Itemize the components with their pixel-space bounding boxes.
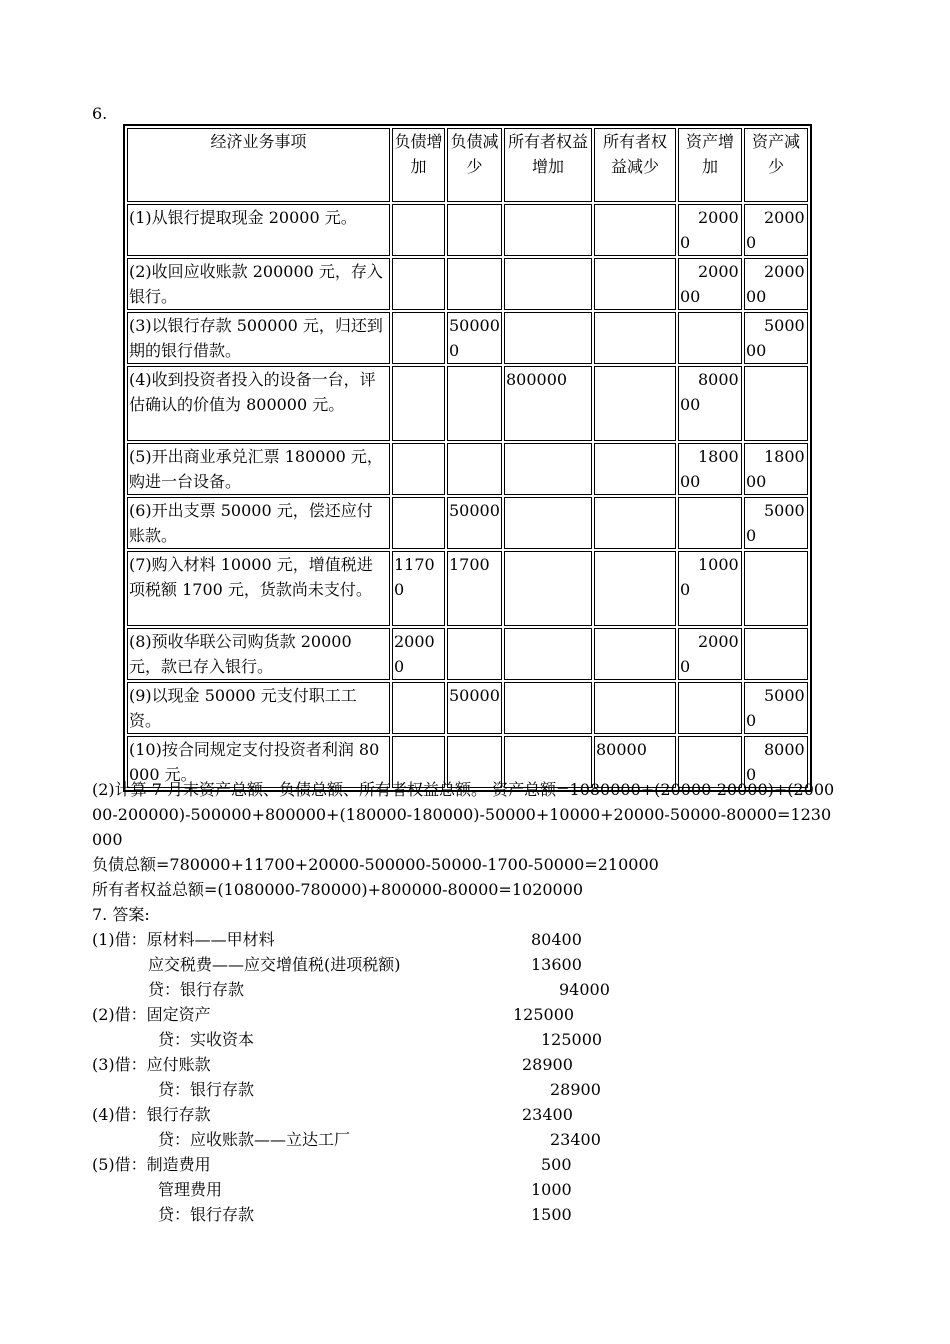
table-row bbox=[127, 366, 808, 441]
journal-entry-account: (5)借：制造费用 bbox=[92, 1155, 211, 1174]
equity-decrease-cell: 80000 bbox=[594, 736, 676, 788]
asset-decrease-cell: 80000 bbox=[744, 736, 808, 788]
liability-increase-cell: 20000 bbox=[392, 628, 445, 680]
journal-entry-account: 贷：银行存款 bbox=[148, 980, 245, 999]
journal-entry-account: (4)借：银行存款 bbox=[92, 1105, 211, 1124]
equity-increase-cell bbox=[504, 628, 592, 680]
asset-increase-cell bbox=[678, 682, 742, 734]
liability-decrease-cell bbox=[447, 204, 502, 256]
equity-decrease-cell bbox=[594, 682, 676, 734]
table-row bbox=[127, 628, 808, 680]
table-row bbox=[127, 682, 808, 734]
asset-decrease-cell: 500000 bbox=[744, 312, 808, 364]
journal-entry-amount: 13600 bbox=[531, 955, 582, 974]
table-row bbox=[127, 204, 808, 256]
asset-decrease-cell: 20000 bbox=[744, 204, 808, 256]
journal-entry-account: 贷：银行存款 bbox=[158, 1080, 255, 1099]
calculation-asset-total: (2)计算 7 月末资产总额、负债总额、所有者权益总额。 资产总额=1080000+(20000-20000)+(200000-200000)-500000+800000+(180000-180000)-50000+10000+20000-50000-80000=1230000 bbox=[92, 780, 835, 849]
liability-decrease-cell bbox=[447, 628, 502, 680]
equity-decrease-cell bbox=[594, 312, 676, 364]
header-equity-increase: 所有者权益增加 bbox=[504, 128, 592, 202]
asset-decrease-cell: 200000 bbox=[744, 258, 808, 310]
equity-decrease-cell bbox=[594, 551, 676, 626]
equity-decrease-cell bbox=[594, 366, 676, 441]
question-6-label: 6. bbox=[92, 104, 108, 123]
question-7-label: 7. 答案: bbox=[92, 905, 150, 924]
journal-entry-amount: 125000 bbox=[513, 1005, 575, 1024]
equity-decrease-cell bbox=[594, 497, 676, 549]
liability-increase-cell bbox=[392, 366, 445, 441]
row-description: (5)开出商业承兑汇票 180000 元，购进一台设备。 bbox=[127, 443, 390, 495]
liability-decrease-cell: 50000 bbox=[447, 497, 502, 549]
row-description: (4)收到投资者投入的设备一台，评估确认的价值为 800000 元。 bbox=[127, 366, 390, 441]
journal-entry-amount: 1000 bbox=[531, 1180, 572, 1199]
row-description: (9)以现金 50000 元支付职工工资。 bbox=[127, 682, 390, 734]
liability-decrease-cell: 50000 bbox=[447, 682, 502, 734]
row-description: (2)收回应收账款 200000 元，存入银行。 bbox=[127, 258, 390, 310]
equity-decrease-cell bbox=[594, 443, 676, 495]
asset-increase-cell bbox=[678, 312, 742, 364]
liability-increase-cell bbox=[392, 443, 445, 495]
header-asset-increase: 资产增加 bbox=[678, 128, 742, 202]
journal-entry-amount: 28900 bbox=[550, 1080, 601, 1099]
equity-decrease-cell bbox=[594, 258, 676, 310]
journal-entry-account: (1)借：原材料——甲材料 bbox=[92, 930, 275, 949]
asset-increase-cell: 200000 bbox=[678, 258, 742, 310]
asset-increase-cell: 800000 bbox=[678, 366, 742, 441]
row-description: (8)预收华联公司购货款 20000 元，款已存入银行。 bbox=[127, 628, 390, 680]
journal-entry-account: 贷：应收账款——立达工厂 bbox=[158, 1130, 351, 1149]
liability-increase-cell bbox=[392, 497, 445, 549]
liability-decrease-cell: 1700 bbox=[447, 551, 502, 626]
journal-entry-account: (3)借：应付账款 bbox=[92, 1055, 211, 1074]
header-equity-decrease: 所有者权益减少 bbox=[594, 128, 676, 202]
header-asset-decrease: 资产减少 bbox=[744, 128, 808, 202]
equity-increase-cell bbox=[504, 312, 592, 364]
asset-increase-cell: 10000 bbox=[678, 551, 742, 626]
equity-increase-cell bbox=[504, 551, 592, 626]
journal-entry-amount: 80400 bbox=[531, 930, 582, 949]
journal-entry-account: 贷：银行存款 bbox=[158, 1205, 255, 1224]
journal-entry-account: (2)借：固定资产 bbox=[92, 1005, 211, 1024]
row-description: (6)开出支票 50000 元，偿还应付账款。 bbox=[127, 497, 390, 549]
table-header-row bbox=[127, 128, 808, 202]
asset-decrease-cell: 50000 bbox=[744, 682, 808, 734]
table-row bbox=[127, 312, 808, 364]
journal-entry-amount: 1500 bbox=[531, 1205, 572, 1224]
journal-entry-amount: 23400 bbox=[522, 1105, 573, 1124]
equity-increase-cell bbox=[504, 497, 592, 549]
journal-entry-amount: 500 bbox=[541, 1155, 572, 1174]
journal-entry-amount: 23400 bbox=[550, 1130, 601, 1149]
asset-decrease-cell bbox=[744, 366, 808, 441]
asset-decrease-cell: 180000 bbox=[744, 443, 808, 495]
row-description: (1)从银行提取现金 20000 元。 bbox=[127, 204, 390, 256]
liability-increase-cell bbox=[392, 312, 445, 364]
equity-increase-cell bbox=[504, 443, 592, 495]
table-row bbox=[127, 497, 808, 549]
liability-increase-cell bbox=[392, 258, 445, 310]
asset-increase-cell bbox=[678, 497, 742, 549]
equity-decrease-cell bbox=[594, 628, 676, 680]
liability-decrease-cell bbox=[447, 258, 502, 310]
calculation-liability-total: 负债总额=780000+11700+20000-500000-50000-1700-50000=210000 bbox=[92, 855, 659, 874]
liability-decrease-cell bbox=[447, 366, 502, 441]
liability-decrease-cell bbox=[447, 443, 502, 495]
journal-entry-account: 贷：实收资本 bbox=[158, 1030, 255, 1049]
liability-increase-cell: 11700 bbox=[392, 551, 445, 626]
row-description: (7)购入材料 10000 元，增值税进项税额 1700 元，货款尚未支付。 bbox=[127, 551, 390, 626]
row-description: (3)以银行存款 500000 元，归还到期的银行借款。 bbox=[127, 312, 390, 364]
journal-entry-amount: 125000 bbox=[541, 1030, 603, 1049]
asset-decrease-cell bbox=[744, 628, 808, 680]
table-row bbox=[127, 443, 808, 495]
liability-increase-cell bbox=[392, 204, 445, 256]
row-description: (10)按合同规定支付投资者利润 80000 元。 bbox=[127, 736, 390, 788]
asset-increase-cell: 180000 bbox=[678, 443, 742, 495]
asset-decrease-cell: 50000 bbox=[744, 497, 808, 549]
equity-decrease-cell bbox=[594, 204, 676, 256]
equity-increase-cell bbox=[504, 258, 592, 310]
equity-increase-cell bbox=[504, 204, 592, 256]
transaction-table bbox=[123, 124, 812, 792]
calculation-equity-total: 所有者权益总额=(1080000-780000)+800000-80000=1020000 bbox=[92, 880, 584, 899]
journal-entry-account: 应交税费——应交增值税(进项税额) bbox=[148, 955, 401, 974]
journal-entry-amount: 28900 bbox=[522, 1055, 573, 1074]
asset-decrease-cell bbox=[744, 551, 808, 626]
journal-entry-amount: 94000 bbox=[559, 980, 610, 999]
header-liability-decrease: 负债减少 bbox=[447, 128, 502, 202]
table-row bbox=[127, 258, 808, 310]
liability-decrease-cell: 500000 bbox=[447, 312, 502, 364]
liability-increase-cell bbox=[392, 682, 445, 734]
header-description: 经济业务事项 bbox=[127, 128, 390, 202]
equity-increase-cell bbox=[504, 682, 592, 734]
table-row bbox=[127, 551, 808, 626]
journal-entry-account: 管理费用 bbox=[158, 1180, 223, 1199]
asset-increase-cell: 20000 bbox=[678, 204, 742, 256]
header-liability-increase: 负债增加 bbox=[392, 128, 445, 202]
equity-increase-cell: 800000 bbox=[504, 366, 592, 441]
asset-increase-cell: 20000 bbox=[678, 628, 742, 680]
